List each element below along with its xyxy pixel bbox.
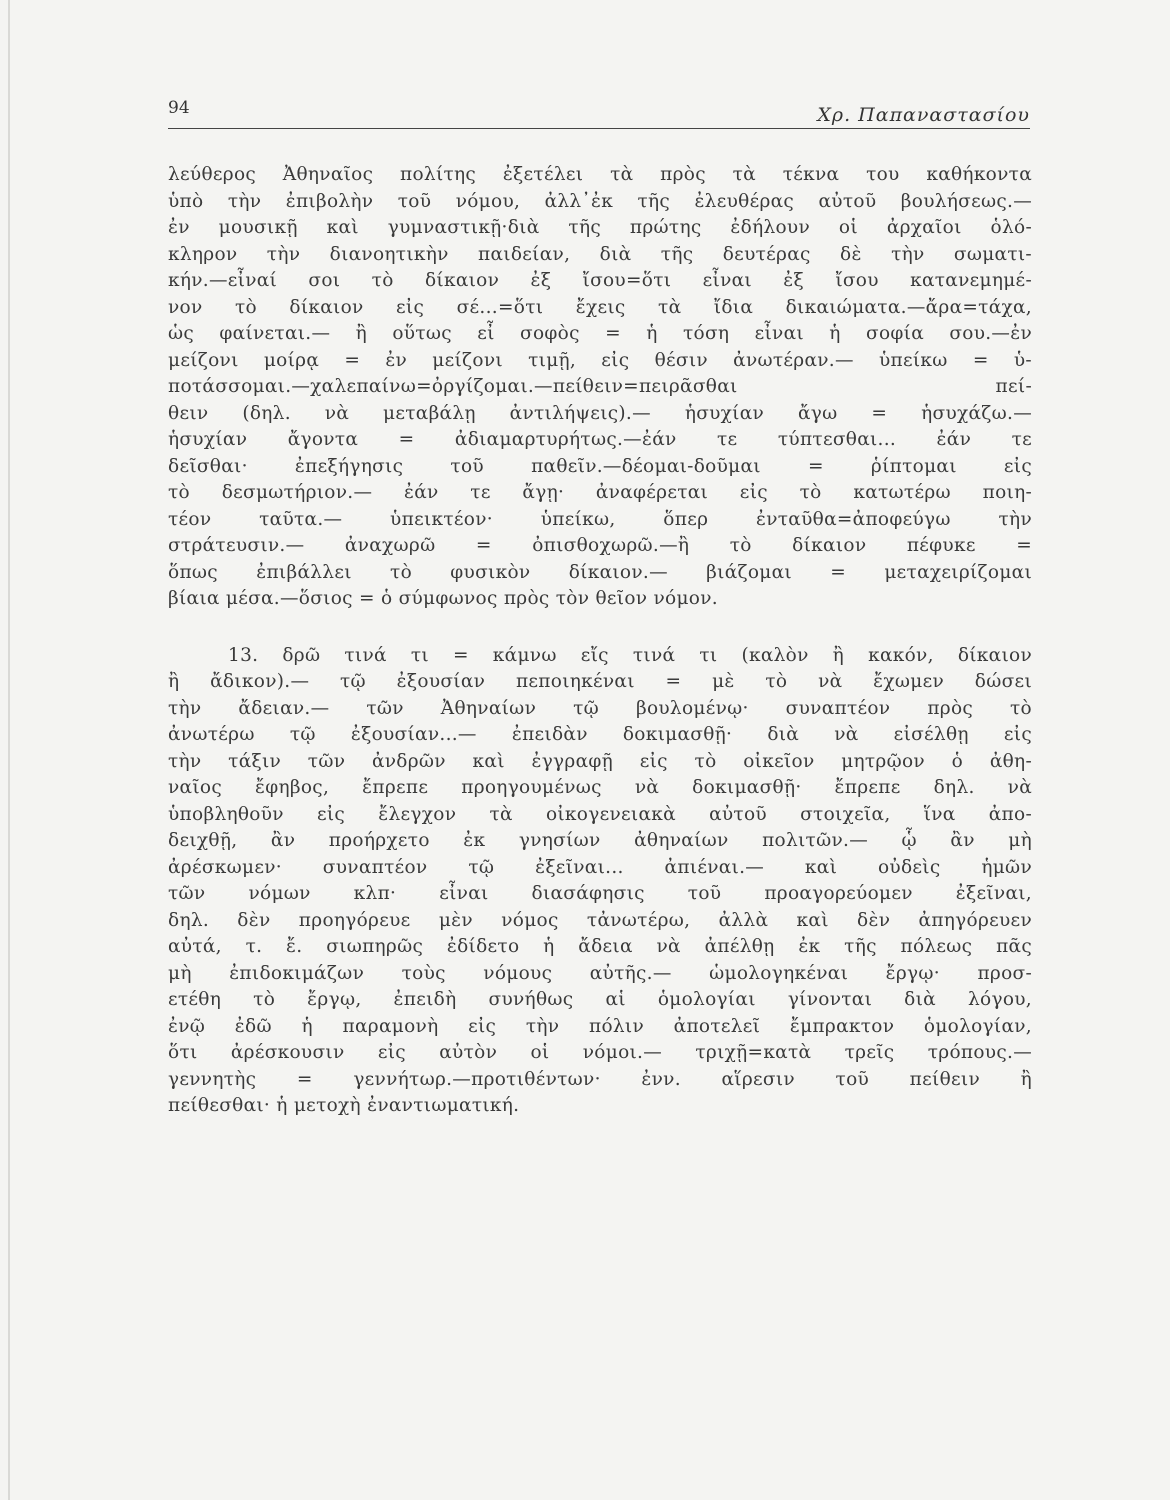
text-line: κληρον τὴν διανοητικὴν παιδείαν, διὰ τῆς δευτέρας δὲ τὴν σωματι-	[168, 243, 1032, 265]
text-line: ὅπως ἐπιβάλλει τὸ φυσικὸν δίκαιον.— βιάζομαι = μεταχειρίζομαι	[168, 561, 1032, 583]
text-line: ὅτι ἀρέσκουσιν εἰς αὐτὸν οἱ νόμοι.— τριχῇ=κατὰ τρεῖς τρόπους.—	[168, 1042, 1032, 1063]
text-line: κήν.—εἶναί σοι τὸ δίκαιον ἐξ ἴσου=ὅτι εἶναι ἐξ ἴσου κατανεμημέ-	[168, 270, 1032, 291]
running-title: Χρ. Παπαναστασίου	[817, 104, 1030, 126]
text-line: ὑπὸ τὴν ἐπιβολὴν τοῦ νόμου, ἀλλ᾽ἐκ τῆς ἐλευθέρας αὐτοῦ βουλήσεως.—	[168, 190, 1032, 212]
text-line: τὴν τάξιν τῶν ἀνδρῶν καὶ ἐγγραφῇ εἰς τὸ οἰκεῖον μητρῷον ὁ ἀθη-	[168, 750, 1032, 772]
page-number: 94	[168, 98, 190, 118]
text-line: νον τὸ δίκαιον εἰς σέ...=ὅτι ἔχεις τὰ ἴδια δικαιώματα.—ἄρα=τάχα,	[168, 296, 1032, 318]
text-line: λεύθερος Ἀθηναῖος πολίτης ἐξετέλει τὰ πρὸς τὰ τέκνα του καθήκοντα	[168, 164, 1032, 185]
text-line: τὴν ἄδειαν.— τῶν Ἀθηναίων τῷ βουλομένῳ· συναπτέον πρὸς τὸ	[168, 697, 1032, 719]
text-line: αὐτά, τ. ἔ. σιωπηρῶς ἐδίδετο ἡ ἄδεια νὰ ἀπέλθῃ ἐκ τῆς πόλεως πᾶς	[168, 936, 1032, 957]
text-line: ἀνωτέρω τῷ ἐξουσίαν...— ἐπειδὰν δοκιμασθῇ· διὰ νὰ εἰσέλθῃ εἰς	[168, 724, 1032, 745]
text-line: στράτευσιν.— ἀναχωρῶ = ὀπισθοχωρῶ.—ἢ τὸ δίκαιον πέφυκε =	[168, 535, 1032, 556]
text-line: τῶν νόμων κλπ· εἶναι διασάφησις τοῦ προαγορεύομεν ἐξεῖναι,	[168, 883, 1032, 904]
text-line: ἢ ἄδικον).— τῷ ἐξουσίαν πεποιηκέναι = μὲ τὸ νὰ ἔχωμεν δώσει	[168, 671, 1032, 692]
text-line: ποτάσσομαι.—χαλεπαίνω=ὀργίζομαι.—πείθειν=πειρᾶσθαι πεί-	[168, 376, 1032, 397]
text-line: πείθεσθαι· ἡ μετοχὴ ἐναντιωματική.	[168, 1095, 520, 1116]
text-line: τὸ δεσμωτήριον.— ἐάν τε ἄγῃ· ἀναφέρεται εἰς τὸ κατωτέρω ποιη-	[168, 482, 1032, 503]
text-line: ὑποβληθοῦν εἰς ἔλεγχον τὰ οἰκογενειακὰ αὐτοῦ στοιχεῖα, ἵνα ἀπο-	[168, 803, 1032, 825]
text-line: ετέθη τὸ ἔργῳ, ἐπειδὴ συνήθως αἱ ὁμολογίαι γίνονται διὰ λόγου,	[168, 989, 1032, 1010]
text-line: γεννητὴς = γεννήτωρ.—προτιθέντων· ἐνν. αἵρεσιν τοῦ πείθειν ἢ	[168, 1068, 1032, 1090]
body-text	[168, 162, 1032, 1120]
text-line: ἀρέσκωμεν· συναπτέον τῷ ἐξεῖναι... ἀπιέναι.— καὶ οὐδεὶς ἡμῶν	[168, 856, 1032, 878]
text-line: ἐνῷ ἐδῶ ἡ παραμονὴ εἰς τὴν πόλιν ἀποτελεῖ ἔμπρακτον ὁμολογίαν,	[168, 1015, 1032, 1037]
page-edge	[8, 0, 10, 1500]
text-line: ὡς φαίνεται.— ἢ οὕτως εἶ σοφὸς = ἡ τόση εἶναι ἡ σοφία σου.—ἐν	[168, 323, 1032, 344]
text-line: δεῖσθαι· ἐπεξήγησις τοῦ παθεῖν.—δέομαι-δοῦμαι = ῥίπτομαι εἰς	[168, 455, 1032, 477]
text-line: δειχθῇ, ἂν προήρχετο ἐκ γνησίων ἀθηναίων πολιτῶν.— ᾧ ἂν μὴ	[168, 830, 1032, 851]
paragraph-2	[168, 643, 1032, 1120]
paragraph-1	[168, 162, 1032, 613]
text-line: βίαια μέσα.—ὅσιος = ὁ σύμφωνος πρὸς τὸν θεῖον νόμον.	[168, 588, 718, 609]
text-line: δηλ. δὲν προηγόρευε μὲν νόμος τἀνωτέρω, ἀλλὰ καὶ δὲν ἀπηγόρευεν	[168, 909, 1032, 931]
text-line: ναῖος ἔφηβος, ἔπρεπε προηγουμένως νὰ δοκιμασθῇ· ἔπρεπε δηλ. νὰ	[168, 777, 1032, 798]
text-line: 13. δρῶ τινά τι = κάμνω εἴς τινά τι (καλὸν ἢ κακόν, δίκαιον	[228, 644, 1032, 666]
text-line: μὴ ἐπιδοκιμάζων τοὺς νόμους αὐτῆς.— ὡμολογηκέναι ἔργῳ· προσ-	[168, 962, 1032, 984]
text-line: τέον ταῦτα.— ὑπεικτέον· ὑπείκω, ὅπερ ἐνταῦθα=ἀποφεύγω τὴν	[168, 508, 1032, 530]
paragraph-gap	[168, 613, 1032, 643]
text-line: ἐν μουσικῇ καὶ γυμναστικῇ·διὰ τῆς πρώτης ἐδήλουν οἱ ἀρχαῖοι ὁλό-	[168, 217, 1032, 238]
text-line: θειν (δηλ. νὰ μεταβάλῃ ἀντιλήψεις).— ἡσυχίαν ἄγω = ἡσυχάζω.—	[168, 402, 1032, 424]
page-header	[168, 98, 1030, 129]
text-line: μείζονι μοίρᾳ = ἐν μείζονι τιμῇ, εἰς θέσιν ἀνωτέραν.— ὑπείκω = ὑ-	[168, 349, 1032, 371]
text-line: ἡσυχίαν ἄγοντα = ἀδιαμαρτυρήτως.—ἐάν τε τύπτεσθαι... ἐάν τε	[168, 429, 1032, 450]
